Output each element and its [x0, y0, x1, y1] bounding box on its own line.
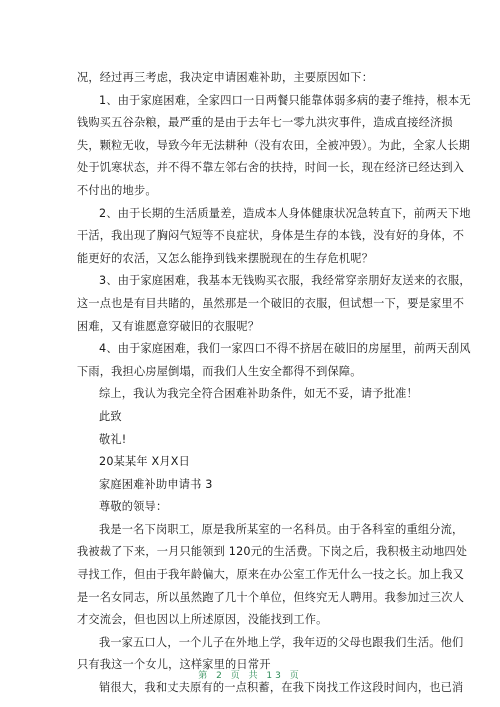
text-line: 失，颗粒无收，导致今年无法耕种（没有农田，全被冲毁）。为此，全家人长期 [77, 138, 470, 152]
text-line: 销很大，我和丈夫原有的一点积蓄，在我下岗找工作这段时间内，也已消 [99, 681, 464, 695]
text-line: 此致 [99, 409, 122, 423]
text-line: 这一点也是有目共睹的，虽然那是一个破旧的衣服，但试想一下，要是家里不 [77, 296, 465, 310]
text-line: 钱购买五谷杂粮，最严重的是由于去年七一零九洪灾事件，造成直接经济损 [77, 116, 453, 130]
text-line: 干活，我出现了胸闷气短等不良症状，身体是生存的本钱，没有好的身体，不 [77, 229, 465, 243]
text-line: 才交流会，但也因以上所述原因，没能找到工作。 [77, 613, 328, 627]
text-line: 4、由于家庭困难，我们一家四口不得不挤居在破旧的房屋里，前两天刮风 [99, 342, 471, 356]
text-line: 处于饥寒状态，并不得不靠左邻右舍的扶持，时间一长，现在经济已经达到入 [77, 161, 465, 175]
text-line: 敬礼! [99, 432, 127, 446]
text-line: 能更好的农活，又怎么能挣到钱来摆脱现在的生存危机呢？ [77, 251, 374, 265]
text-line: 下雨，我担心房屋倒塌，而我们人生安全都得不到保障。 [77, 364, 362, 378]
text-line: 20某某年 X月X日 [99, 455, 191, 469]
text-line: 2、由于长期的生活质量差，造成本人身体健康状况急转直下，前两天下地 [99, 206, 471, 220]
text-line: 寻找工作，但由于我年龄偏大，原来在办公室工作无什么一技之长。加上我又 [77, 568, 465, 582]
text-line: 我被裁了下来，一月只能领到 120元的生活费。下岗之后，我积极主动地四处 [77, 545, 468, 559]
text-line: 只有我这一个女儿，这样家里的日常开 [77, 658, 271, 672]
text-line: 不付出的地步。 [77, 183, 157, 197]
text-line: 况，经过再三考虑，我决定申请困难补助，主要原因如下： [77, 71, 374, 84]
text-line: 尊敬的领导： [99, 500, 168, 514]
text-line: 我一家五口人，一个儿子在外地上学，我年迈的父母也跟我们生活。他们 [99, 635, 464, 649]
text-line: 3、由于家庭困难，我基本无钱购买衣服，我经常穿亲朋好友送来的衣服， [99, 274, 471, 288]
text-line: 是一名女同志，所以虽然跑了几十个单位，但终究无人聘用。我参加过三次人 [77, 590, 465, 604]
text-line: 1、由于家庭困难，全家四口一日两餐只能靠体弱多病的妻子维持，根本无 [99, 93, 471, 107]
text-line: 家庭困难补助申请书 3 [99, 477, 213, 491]
text-line: 我是一名下岗职工，原是我所某室的一名科员。由于各科室的重组分流， [99, 522, 464, 536]
text-line: 综上，我认为我完全符合困难补助条件，如无不妥，请予批准！ [99, 387, 418, 401]
text-line: 困难，又有谁愿意穿破旧的衣服呢？ [77, 319, 260, 333]
document-body [77, 67, 471, 700]
page-footer: 第 2 页 共 13 页 [198, 671, 302, 681]
